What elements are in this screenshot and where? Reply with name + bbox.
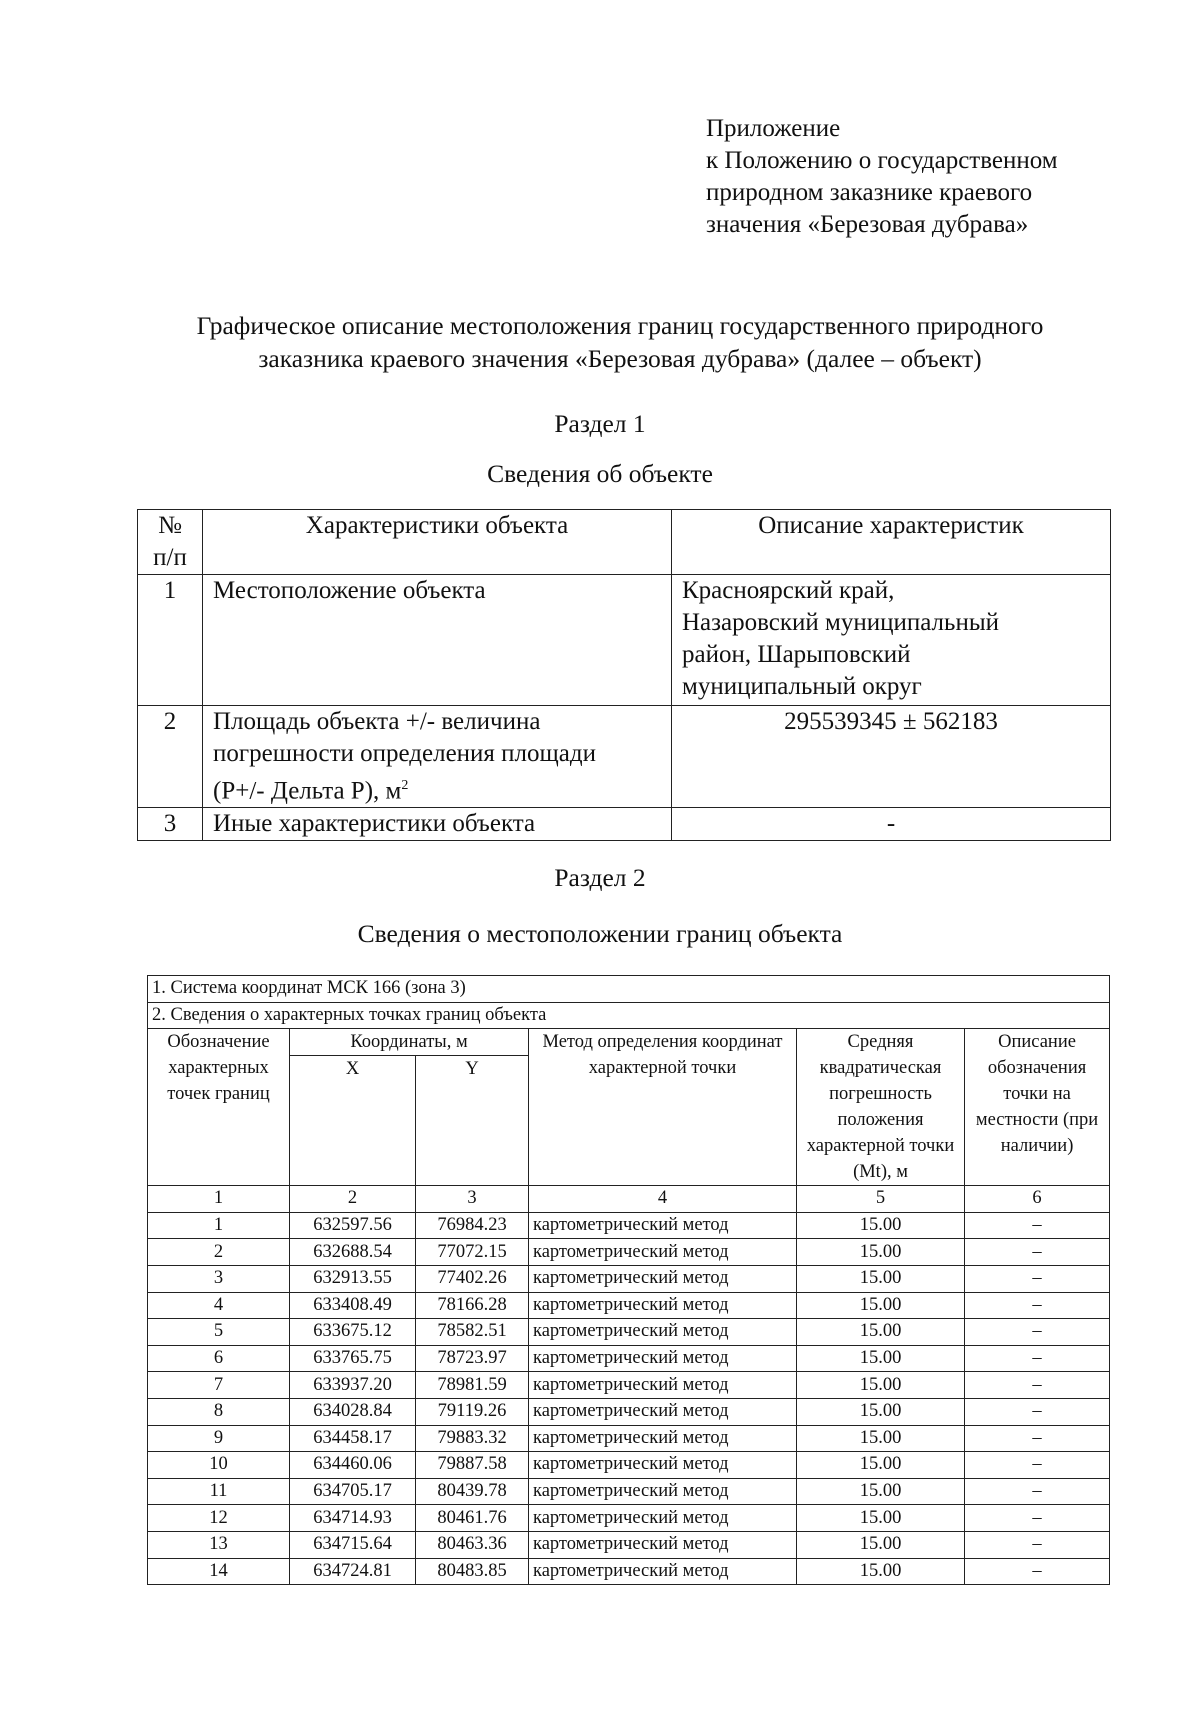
point-method: картометрический метод xyxy=(529,1558,797,1585)
point-x: 634458.17 xyxy=(290,1425,416,1452)
row-name: Иные характеристики объекта xyxy=(203,808,672,841)
point-description: – xyxy=(965,1239,1110,1266)
point-y: 80483.85 xyxy=(416,1558,529,1585)
title-line-1: Графическое описание местоположения границ государственного природного xyxy=(196,311,1044,340)
point-y: 80463.36 xyxy=(416,1531,529,1558)
header-num-line2: п/п xyxy=(153,544,187,571)
point-number: 11 xyxy=(148,1478,290,1505)
point-x: 634714.93 xyxy=(290,1505,416,1532)
points-title: 2. Сведения о характерных точках границ объекта xyxy=(148,1002,1110,1029)
header-designation: Обозначение характерных точек границ xyxy=(148,1029,290,1186)
point-x: 634028.84 xyxy=(290,1398,416,1425)
coordinate-system: 1. Система координат МСК 166 (зона 3) xyxy=(148,976,1110,1003)
table-row xyxy=(148,1478,1110,1505)
section2-subheading: Сведения о местоположении границ объекта xyxy=(357,919,843,948)
row-value: 295539345 ± 562183 xyxy=(672,706,1111,808)
point-description: – xyxy=(965,1372,1110,1399)
row-num: 1 xyxy=(138,575,203,706)
col-number: 1 xyxy=(148,1186,290,1213)
point-description: – xyxy=(965,1505,1110,1532)
point-error: 15.00 xyxy=(797,1265,965,1292)
point-error: 15.00 xyxy=(797,1292,965,1319)
point-y: 77072.15 xyxy=(416,1239,529,1266)
header-point-description: Описание обозначения точки на местности (при наличии) xyxy=(965,1029,1110,1186)
header-num-line1: № xyxy=(158,512,182,539)
point-error: 15.00 xyxy=(797,1425,965,1452)
value-line: Назаровский муниципальный xyxy=(682,609,999,636)
point-method: картометрический метод xyxy=(529,1531,797,1558)
point-description: – xyxy=(965,1398,1110,1425)
table-row xyxy=(148,1425,1110,1452)
header-y: Y xyxy=(416,1056,529,1186)
point-x: 634724.81 xyxy=(290,1558,416,1585)
document-title xyxy=(120,309,1120,375)
point-number: 3 xyxy=(148,1265,290,1292)
title-line-2: заказника краевого значения «Березовая дубрава» (далее – объект) xyxy=(258,344,982,373)
unit-superscript: 2 xyxy=(401,778,409,793)
point-method: картометрический метод xyxy=(529,1505,797,1532)
point-x: 632597.56 xyxy=(290,1212,416,1239)
point-method: картометрический метод xyxy=(529,1319,797,1346)
table-row xyxy=(148,1531,1110,1558)
table-row xyxy=(138,706,1111,808)
point-error: 15.00 xyxy=(797,1558,965,1585)
point-number: 12 xyxy=(148,1505,290,1532)
row-name: Местоположение объекта xyxy=(203,575,672,706)
points-title-row xyxy=(148,1002,1110,1029)
section1-heading: Раздел 1 xyxy=(554,409,646,438)
appendix-line: к Положению о государственном xyxy=(706,147,1058,174)
point-error: 15.00 xyxy=(797,1319,965,1346)
point-y: 80439.78 xyxy=(416,1478,529,1505)
table-row xyxy=(138,575,1111,706)
point-x: 633675.12 xyxy=(290,1319,416,1346)
point-y: 76984.23 xyxy=(416,1212,529,1239)
point-error: 15.00 xyxy=(797,1239,965,1266)
point-description: – xyxy=(965,1212,1110,1239)
point-number: 2 xyxy=(148,1239,290,1266)
table-row xyxy=(148,1239,1110,1266)
section2-heading: Раздел 2 xyxy=(554,863,646,892)
table-row xyxy=(148,1265,1110,1292)
point-y: 78166.28 xyxy=(416,1292,529,1319)
point-method: картометрический метод xyxy=(529,1212,797,1239)
appendix-line: Приложение xyxy=(706,115,841,142)
appendix-line: значения «Березовая дубрава» xyxy=(706,211,1029,238)
point-description: – xyxy=(965,1265,1110,1292)
boundary-points-table xyxy=(147,975,1110,1585)
col-number: 6 xyxy=(965,1186,1110,1213)
point-number: 8 xyxy=(148,1398,290,1425)
point-error: 15.00 xyxy=(797,1505,965,1532)
point-description: – xyxy=(965,1345,1110,1372)
object-info-table xyxy=(137,509,1111,841)
point-y: 78723.97 xyxy=(416,1345,529,1372)
appendix-block xyxy=(706,113,1176,241)
name-line: Площадь объекта +/- величина xyxy=(213,708,541,735)
table-row xyxy=(148,1398,1110,1425)
point-method: картометрический метод xyxy=(529,1239,797,1266)
point-error: 15.00 xyxy=(797,1372,965,1399)
point-error: 15.00 xyxy=(797,1345,965,1372)
table-row xyxy=(148,1452,1110,1479)
system-row xyxy=(148,976,1110,1003)
table-row xyxy=(148,1212,1110,1239)
table-row xyxy=(148,1372,1110,1399)
col-number: 3 xyxy=(416,1186,529,1213)
point-method: картометрический метод xyxy=(529,1425,797,1452)
header-error: Средняя квадратическая погрешность положения характерной точки (Мt), м xyxy=(797,1029,965,1186)
header-characteristics: Характеристики объекта xyxy=(203,510,672,575)
value-line: район, Шарыповский xyxy=(682,641,911,668)
point-description: – xyxy=(965,1319,1110,1346)
point-x: 632688.54 xyxy=(290,1239,416,1266)
point-x: 633765.75 xyxy=(290,1345,416,1372)
point-x: 634460.06 xyxy=(290,1452,416,1479)
point-number: 13 xyxy=(148,1531,290,1558)
name-line: погрешности определения площади xyxy=(213,740,596,767)
point-error: 15.00 xyxy=(797,1212,965,1239)
header-coords: Координаты, м xyxy=(290,1029,529,1056)
row-name xyxy=(203,706,672,808)
table-row xyxy=(148,1292,1110,1319)
col-number: 2 xyxy=(290,1186,416,1213)
point-method: картометрический метод xyxy=(529,1345,797,1372)
point-x: 634715.64 xyxy=(290,1531,416,1558)
point-description: – xyxy=(965,1531,1110,1558)
point-number: 10 xyxy=(148,1452,290,1479)
appendix-line: природном заказнике краевого xyxy=(706,179,1033,206)
point-x: 634705.17 xyxy=(290,1478,416,1505)
point-number: 1 xyxy=(148,1212,290,1239)
point-number: 6 xyxy=(148,1345,290,1372)
table-row xyxy=(148,1558,1110,1585)
name-line xyxy=(213,770,663,807)
point-x: 632913.55 xyxy=(290,1265,416,1292)
point-y: 79883.32 xyxy=(416,1425,529,1452)
point-method: картометрический метод xyxy=(529,1398,797,1425)
point-y: 78582.51 xyxy=(416,1319,529,1346)
point-y: 79887.58 xyxy=(416,1452,529,1479)
point-x: 633408.49 xyxy=(290,1292,416,1319)
value-line: Красноярский край, xyxy=(682,577,895,604)
point-method: картометрический метод xyxy=(529,1452,797,1479)
value-line: муниципальный округ xyxy=(682,673,922,700)
point-number: 5 xyxy=(148,1319,290,1346)
point-description: – xyxy=(965,1478,1110,1505)
point-method: картометрический метод xyxy=(529,1478,797,1505)
col-number: 4 xyxy=(529,1186,797,1213)
point-number: 7 xyxy=(148,1372,290,1399)
point-error: 15.00 xyxy=(797,1478,965,1505)
point-error: 15.00 xyxy=(797,1452,965,1479)
point-y: 79119.26 xyxy=(416,1398,529,1425)
point-description: – xyxy=(965,1292,1110,1319)
row-num: 2 xyxy=(138,706,203,808)
table-row xyxy=(148,1319,1110,1346)
point-method: картометрический метод xyxy=(529,1372,797,1399)
row-value xyxy=(672,575,1111,706)
point-method: картометрический метод xyxy=(529,1265,797,1292)
table-row xyxy=(148,1345,1110,1372)
point-error: 15.00 xyxy=(797,1531,965,1558)
table-row xyxy=(148,1505,1110,1532)
point-number: 14 xyxy=(148,1558,290,1585)
row-num: 3 xyxy=(138,808,203,841)
header-method: Метод определения координат характерной точки xyxy=(529,1029,797,1186)
header-row xyxy=(148,1029,1110,1056)
name-line-text: (Р+/- Дельта Р), м xyxy=(213,777,402,805)
table-row xyxy=(138,808,1111,841)
point-description: – xyxy=(965,1425,1110,1452)
point-description: – xyxy=(965,1558,1110,1585)
header-description: Описание характеристик xyxy=(672,510,1111,575)
point-number: 9 xyxy=(148,1425,290,1452)
table-header-row xyxy=(138,510,1111,575)
header-num xyxy=(138,510,203,575)
point-y: 80461.76 xyxy=(416,1505,529,1532)
point-number: 4 xyxy=(148,1292,290,1319)
points-body xyxy=(148,1212,1110,1584)
section1-subheading: Сведения об объекте xyxy=(487,459,713,488)
header-x: X xyxy=(290,1056,416,1186)
point-error: 15.00 xyxy=(797,1398,965,1425)
col-number: 5 xyxy=(797,1186,965,1213)
point-x: 633937.20 xyxy=(290,1372,416,1399)
point-description: – xyxy=(965,1452,1110,1479)
point-y: 78981.59 xyxy=(416,1372,529,1399)
column-numbers-row xyxy=(148,1186,1110,1213)
point-method: картометрический метод xyxy=(529,1292,797,1319)
row-value: - xyxy=(672,808,1111,841)
point-y: 77402.26 xyxy=(416,1265,529,1292)
